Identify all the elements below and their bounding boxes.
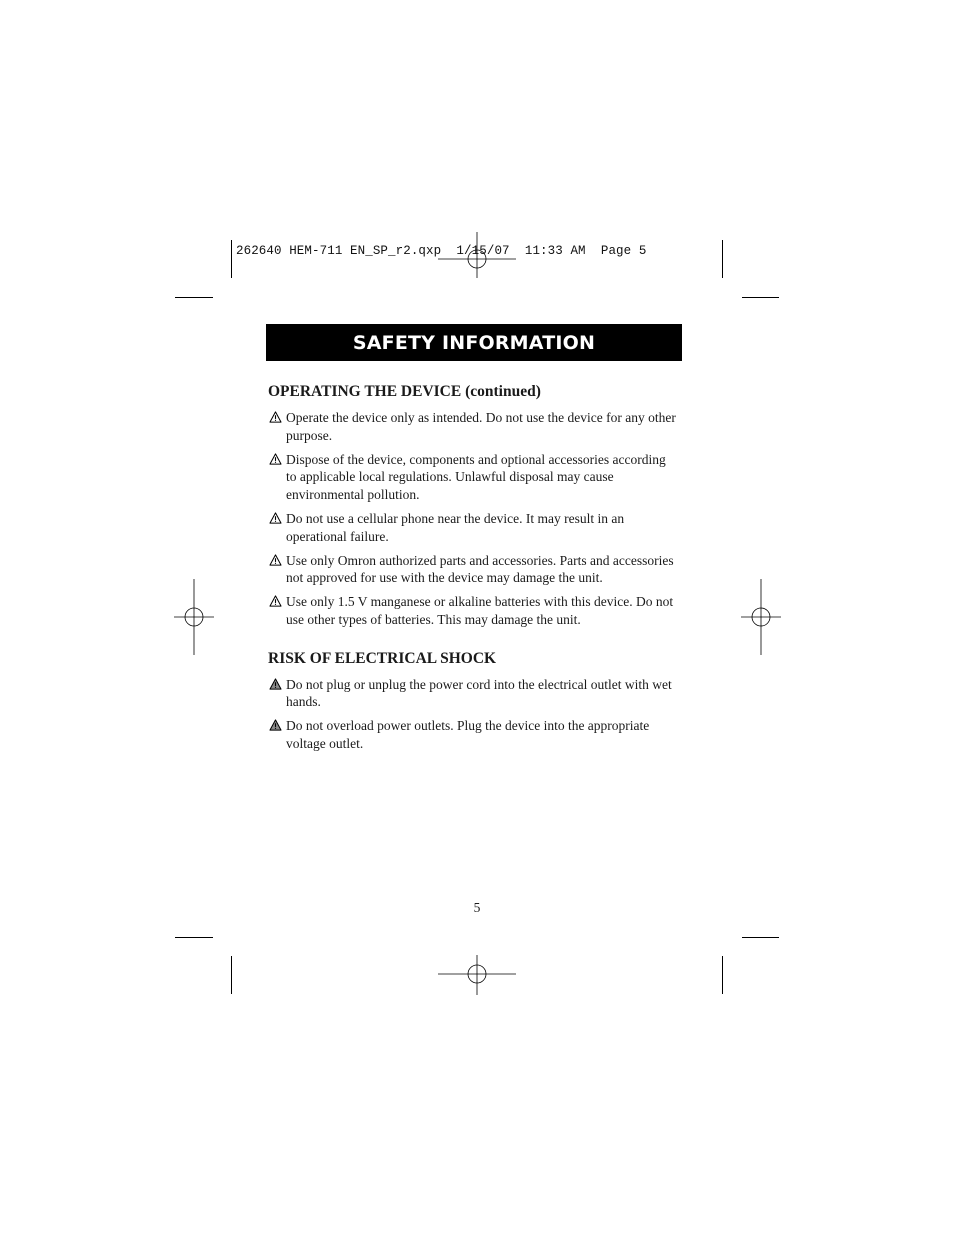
page-number: 5 (473, 900, 481, 915)
warning-text: Operate the device only as intended. Do not use the device for any other purpose. (286, 410, 676, 443)
warning-item (268, 676, 678, 711)
warning-item (268, 552, 678, 587)
warning-item (268, 717, 678, 752)
crop-mark-bottom-right-horizontal (742, 937, 779, 938)
crop-mark-bottom-right-vertical (722, 956, 723, 994)
warning-text: Use only 1.5 V manganese or alkaline batteries with this device. Do not use other types of batteries. This may damage the unit. (286, 594, 674, 627)
crop-mark-bottom-left-horizontal (175, 937, 213, 938)
registration-mark-bottom (438, 955, 516, 995)
warning-text: Do not use a cellular phone near the device. It may result in an operational failure. (286, 510, 625, 544)
crop-mark-top-left-horizontal (175, 297, 213, 298)
registration-mark-right (741, 579, 781, 655)
print-slug-line: 262640 HEM-711 EN_SP_r2.qxp 1/15/07 11:33 AM Page 5 (236, 244, 647, 258)
warning-triangle-icon (269, 595, 282, 607)
section-heading-electrical-shock: RISK OF ELECTRICAL SHOCK (268, 649, 497, 667)
warning-triangle-icon (269, 554, 282, 566)
warning-text: Dispose of the device, components and optional accessories according to applicable local regulations. Unlawful disposal may cause environmental pollution. (286, 451, 666, 502)
warning-triangle-icon (269, 453, 282, 465)
crop-mark-top-right-horizontal (742, 297, 779, 298)
warning-text: Use only Omron authorized parts and accessories. Parts and accessories not approved for use with the device may damage the unit. (286, 552, 674, 586)
electrical-warning-triangle-icon (269, 719, 282, 731)
warning-item (268, 593, 678, 628)
warning-text: Do not overload power outlets. Plug the device into the appropriate voltage outlet. (286, 718, 650, 751)
banner-title: SAFETY INFORMATION (352, 331, 596, 354)
crop-mark-bottom-left-vertical (231, 956, 232, 994)
crop-mark-top-right-vertical (722, 240, 723, 278)
section-heading-operating: OPERATING THE DEVICE (continued) (268, 383, 541, 400)
warning-triangle-icon (269, 512, 282, 524)
section-banner (266, 324, 682, 361)
electrical-warning-triangle-icon (269, 678, 282, 690)
safety-content (268, 382, 678, 752)
warning-triangle-icon (269, 411, 282, 423)
warning-item (268, 409, 678, 444)
warning-item (268, 451, 678, 504)
registration-mark-left (174, 579, 214, 655)
warning-text: Do not plug or unplug the power cord into the electrical outlet with wet hands. (286, 676, 672, 710)
crop-mark-top-left-vertical (231, 240, 232, 278)
warning-item (268, 510, 678, 545)
